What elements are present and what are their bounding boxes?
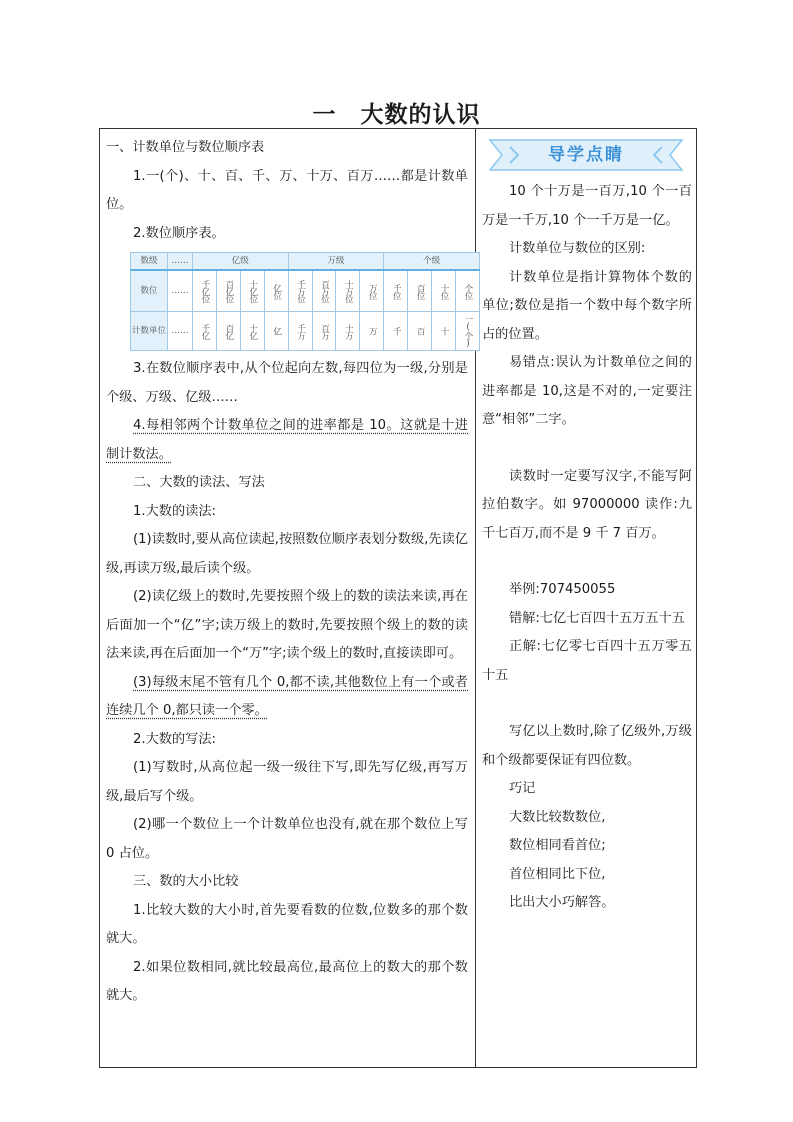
guide-note: 举例:707450055 [509, 582, 616, 597]
reading-subheading: 1.大数的读法: [133, 503, 216, 519]
table-cell: 十万位 [336, 270, 360, 312]
table-cell: 百亿 [216, 312, 240, 351]
table-cell: 千亿位 [193, 270, 217, 312]
table-cell: 十位 [432, 270, 456, 312]
table-cell: 千万位 [288, 270, 312, 312]
writing-subheading: 2.大数的写法: [133, 731, 216, 747]
mnemonic-line: 大数比较数数位, [509, 809, 606, 825]
guide-note: 易错点:误认为计数单位之间的进率都是 10,这是不对的,一定要注意“相邻”二字。 [482, 355, 692, 427]
table-row-label-jishu: 计数单位 [131, 312, 168, 351]
mnemonic-line: 数位相同看首位; [509, 838, 606, 853]
table-cell: 千 [384, 312, 408, 351]
section-1-point-3: 3.在数位顺序表中,从个位起向左数,每四位为一级,分别是个级、万级、亿级…… [106, 361, 468, 405]
table-cell: 亿位 [264, 270, 288, 312]
table-cell: 十 [432, 312, 456, 351]
table-cell: 千亿 [193, 312, 217, 351]
table-cell: 十亿 [240, 312, 264, 351]
reading-rule-3: (3)每级末尾不管有几个 0,都不读,其他数位上有一个或者连续几个 0,都只读一个零。 [106, 674, 468, 718]
writing-rule-2: (2)哪一个数位上一个计数单位也没有,就在那个数位上写 0 占位。 [106, 817, 468, 861]
section-1-point-4: 4.每相邻两个计数单位之间的进率都是 10。这就是十进制计数法。 [106, 418, 468, 462]
guide-note: 错解:七亿七百四十五万五十五 [509, 610, 685, 626]
table-cell: 百位 [408, 270, 432, 312]
mnemonic-line: 首位相同比下位, [509, 866, 606, 882]
table-header-label: 数级 [131, 253, 168, 271]
table-cell: 十万 [336, 312, 360, 351]
table-cell: 亿 [264, 312, 288, 351]
table-row-label-shuwei: 数位 [131, 270, 168, 312]
table-cell: 百万 [312, 312, 336, 351]
section-1-point-2: 2.数位顺序表。 [133, 225, 225, 241]
table-header-wan: 万级 [288, 253, 384, 271]
digit-order-table [130, 252, 480, 351]
table-header-yi: 亿级 [193, 253, 289, 271]
guide-note: 10 个十万是一百万,10 个一百万是一千万,10 个一千万是一亿。 [482, 184, 692, 228]
guide-sidebar [482, 134, 692, 918]
table-cell: 千位 [384, 270, 408, 312]
table-header-dots: …… [168, 253, 193, 271]
guide-note: 正解:七亿零七百四十五万零五十五 [482, 639, 692, 683]
table-cell: 百 [408, 312, 432, 351]
table-cell-dots: …… [168, 312, 193, 351]
reading-rule-2: (2)读亿级上的数时,先要按照个级上的数的读法来读,再在后面加一个“亿”字;读万级上的数时,先要按照个级上的数的读法来读,再在后面加一个“万”字;读个级上的数时,直接读即可。 [106, 589, 468, 661]
writing-rule-1: (1)写数时,从高位起一级一级往下写,即先写亿级,再写万级,最后写个级。 [106, 760, 468, 804]
table-cell: 百亿位 [216, 270, 240, 312]
guide-note: 写亿以上数时,除了亿级外,万级和个级都要保证有四位数。 [482, 724, 692, 768]
table-cell: 百万位 [312, 270, 336, 312]
section-3-heading: 三、数的大小比较 [133, 874, 239, 889]
compare-rule-2: 2.如果位数相同,就比较最高位,最高位上的数大的那个数就大。 [106, 959, 468, 1003]
compare-rule-1: 1.比较大数的大小时,首先要看数的位数,位数多的那个数就大。 [106, 902, 468, 946]
guide-note: 计数单位是指计算物体个数的单位;数位是指一个数中每个数字所占的位置。 [482, 269, 692, 342]
table-cell: 十亿位 [240, 270, 264, 312]
table-cell: 个位 [455, 270, 479, 312]
table-cell: 一(个) [455, 312, 479, 351]
section-1-point-1: 1.一(个)、十、百、千、万、十万、百万……都是计数单位。 [106, 168, 468, 212]
table-cell: 万位 [360, 270, 384, 312]
reading-rule-1: (1)读数时,要从高位读起,按照数位顺序表划分数级,先读亿级,再读万级,最后读个级。 [106, 532, 468, 576]
section-2-heading: 二、大数的读法、写法 [133, 475, 265, 490]
guide-note: 计数单位与数位的区别: [509, 241, 646, 256]
mnemonic-line: 比出大小巧解答。 [509, 895, 615, 910]
guide-banner [488, 138, 684, 172]
table-cell: 万 [360, 312, 384, 351]
table-cell: 千万 [288, 312, 312, 351]
guide-banner-title: 导学点睛 [548, 145, 624, 165]
main-notes-column [106, 134, 473, 1011]
guide-note: 读数时一定要写汉字,不能写阿拉伯数字。如 97000000 读作:九千七百万,而不是 9 千 7 百万。 [482, 468, 692, 541]
page-title: 一 大数的认识 [312, 102, 481, 128]
table-cell-dots: …… [168, 270, 193, 312]
guide-note: 巧记 [509, 781, 536, 796]
table-header-ge: 个级 [384, 253, 480, 271]
section-1-heading: 一、计数单位与数位顺序表 [106, 140, 265, 155]
